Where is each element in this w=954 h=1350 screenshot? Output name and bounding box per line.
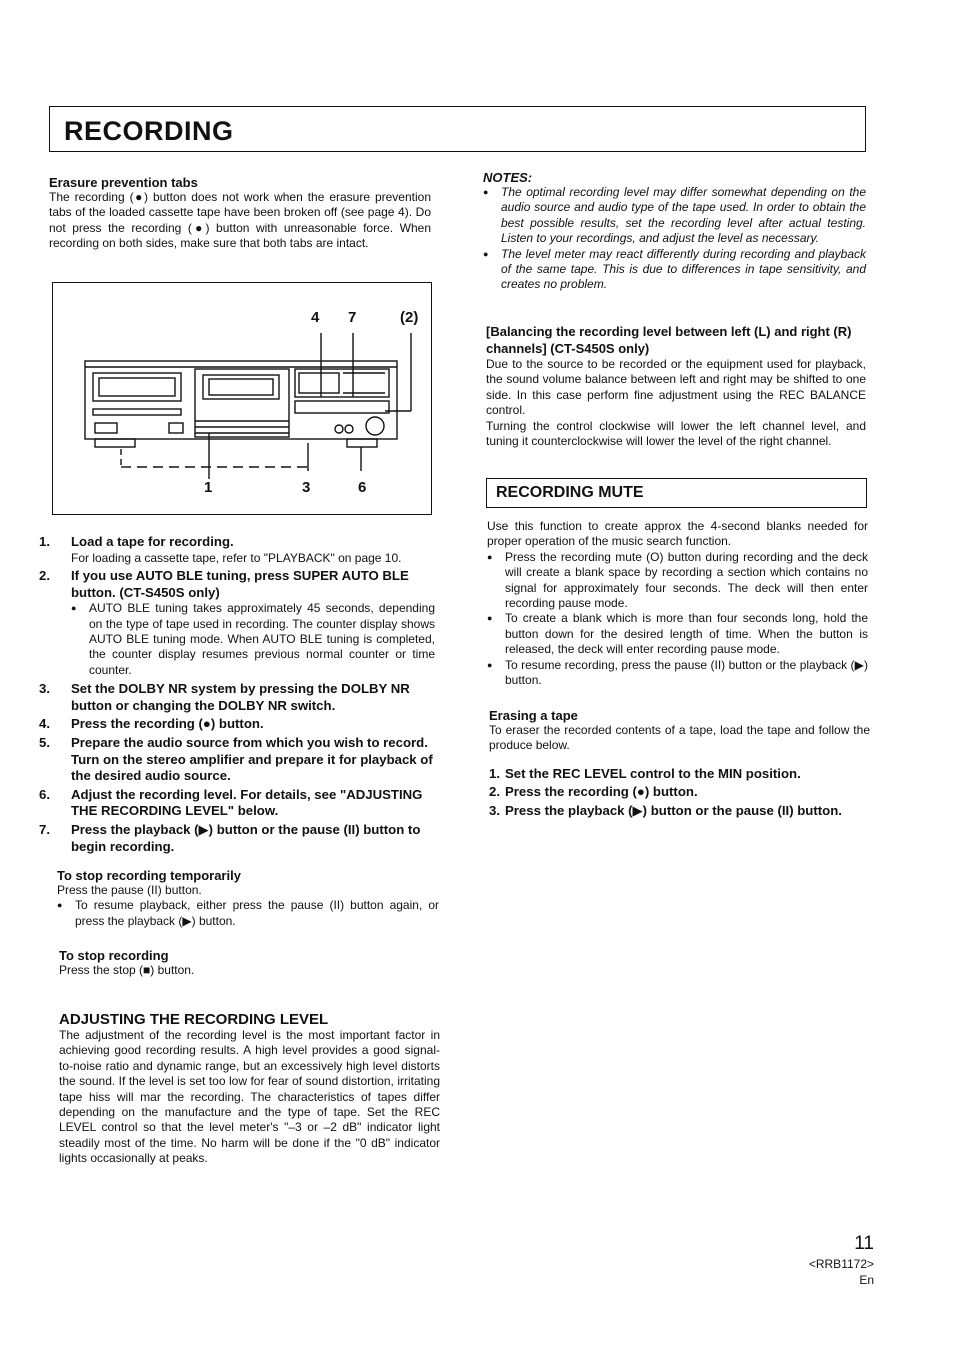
stop-temporarily-heading: To stop recording temporarily [57,868,241,883]
title-box [49,106,866,152]
mute-item: ● To resume recording, press the pause (II) button or the playback (▶) button. [487,658,868,689]
page-title: RECORDING [64,116,234,146]
diagram-label-4: 4 [311,309,320,326]
notes-heading: NOTES: [483,170,533,185]
notes-section [483,170,866,293]
diagram-label-6: 6 [358,479,367,496]
step-4: 4. Press the recording (●) button. [39,716,264,732]
step-2-bullet: ● AUTO BLE tuning takes approximately 45 seconds, depending on the type of tape used in recording. The counter display shows AUTO BLE tuning mode. When AUTO BLE tuning is completed, the counter display resumes previous normal counter or time counter. [71,601,435,678]
stop-section [59,948,439,978]
note-item: ● The level meter may react differently during recording and playback of the same tape. This is due to differences in tape sensitivity, and creates no problem. [483,247,866,293]
diagram-label-1: 1 [204,479,213,496]
diagram-label-2: (2) [400,309,419,326]
step-1: 1. Load a tape for recording. [39,534,234,549]
erasing-heading: Erasing a tape [489,708,578,723]
recording-mute-section [487,519,868,688]
document-code: <RRB1172> [808,1257,874,1271]
stop-temporarily-bullet: ● To resume playback, either press the pause (II) button again, or press the playback (▶) button. [57,898,439,929]
erasing-steps [489,766,870,820]
stop-text: Press the stop (■) button. [59,963,195,977]
balance-section [486,323,866,449]
step-1-detail: For loading a cassette tape, refer to "PLAYBACK" on page 10. [71,550,402,565]
balance-text-1: Due to the source to be recorded or the equipment used for playback, the sound volume balance between left and right may be shifted to one side. In this case perform fine adjustment using the REC BALANCE control. [486,357,866,418]
diagram-label-3: 3 [302,479,311,496]
mute-item: ● To create a blank which is more than four seconds long, hold the button down for the desired length of time. When the button is released, the deck will enter recording pause mode. [487,611,868,657]
erasure-heading: Erasure prevention tabs [49,175,198,190]
erasure-section [49,175,431,252]
step-2: 2. If you use AUTO BLE tuning, press SUPER AUTO BLE button. (CT-S450S only) [39,568,409,600]
stop-temporarily-text: Press the pause (II) button. [57,883,202,897]
step-3: 3. Set the DOLBY NR system by pressing the DOLBY NR button or changing the DOLBY NR switch. [39,681,410,713]
language-code: En [859,1273,874,1287]
step-6: 6. Adjust the recording level. For details, see "ADJUSTING THE RECORDING LEVEL" below. [39,786,423,819]
deck-diagram [52,282,432,515]
recording-mute-box [486,478,867,508]
erasing-section [489,708,870,820]
erasing-text: To eraser the recorded contents of a tape, load the tape and follow the produce below. [489,723,870,753]
erasure-text: The recording (●) button does not work when the erasure prevention tabs of the loaded cassette tape have been broken off (see page 4). Do not press the recording (●) button with unreasonable force. When recording on both sides, make sure that both tabs are intact. [49,190,431,251]
footer [809,1232,874,1288]
erasing-step: 1. Set the REC LEVEL control to the MIN position. [489,765,801,781]
stop-temporarily-section [57,868,439,929]
adjust-heading: ADJUSTING THE RECORDING LEVEL [59,1011,329,1028]
step-5: 5. Prepare the audio source from which you wish to record. Turn on the stereo amplifier and prepare it for playback of the desired audio source. [39,735,433,784]
balance-heading: [Balancing the recording level between left (L) and right (R) channels] (CT-S450S only) [486,324,852,356]
step-7: 7. Press the playback (▶) button or the pause (II) button to begin recording. [39,821,421,854]
mute-item: ● Press the recording mute (O) button during recording and the deck will create a blank space by recording a section which contains no signal for approximately four seconds. The deck will then enter recording pause mode. [487,550,868,612]
erasing-step: 3. Press the playback (▶) button or the pause (II) button. [489,803,842,818]
adjust-section [59,1011,440,1167]
note-item: ● The optimal recording level may differ somewhat depending on the audio source and audio type of the tape used. In order to obtain the best possible results, set the recording level after actual testing. Listen to your recordings, and adjust the level as necessary. [483,185,866,247]
recording-mute-heading: RECORDING MUTE [496,484,644,501]
diagram-label-7: 7 [348,309,357,326]
page-number: 11 [854,1233,874,1254]
adjust-text: The adjustment of the recording level is the most important factor in achieving good recording results. A high level provides a good signal-to-noise ratio and dynamic range, but an excessively high level distorts the sound. If the level is set too low for fear of sound distortion, irritating tape hiss will mar the recording. The characteristics of tapes differ depending on the manufacture and the type of tape. Set the REC LEVEL control so that the level meter's "–3 or –2 dB" indicator light steadily most of the time. No harm will be done if the "0 dB" indicator lights occasionally at peaks. [59,1028,440,1166]
stop-heading: To stop recording [59,948,169,963]
erasing-step: 2. Press the recording (●) button. [489,784,698,800]
mute-intro: Use this function to create approx the 4-second blanks needed for proper operation of the music search function. [487,519,868,549]
recording-steps [39,534,435,855]
balance-text-2: Turning the control clockwise will lower the left channel level, and tuning it counterclockwise will lower the level of the right channel. [486,418,866,449]
cassette-deck-illustration [53,283,431,514]
